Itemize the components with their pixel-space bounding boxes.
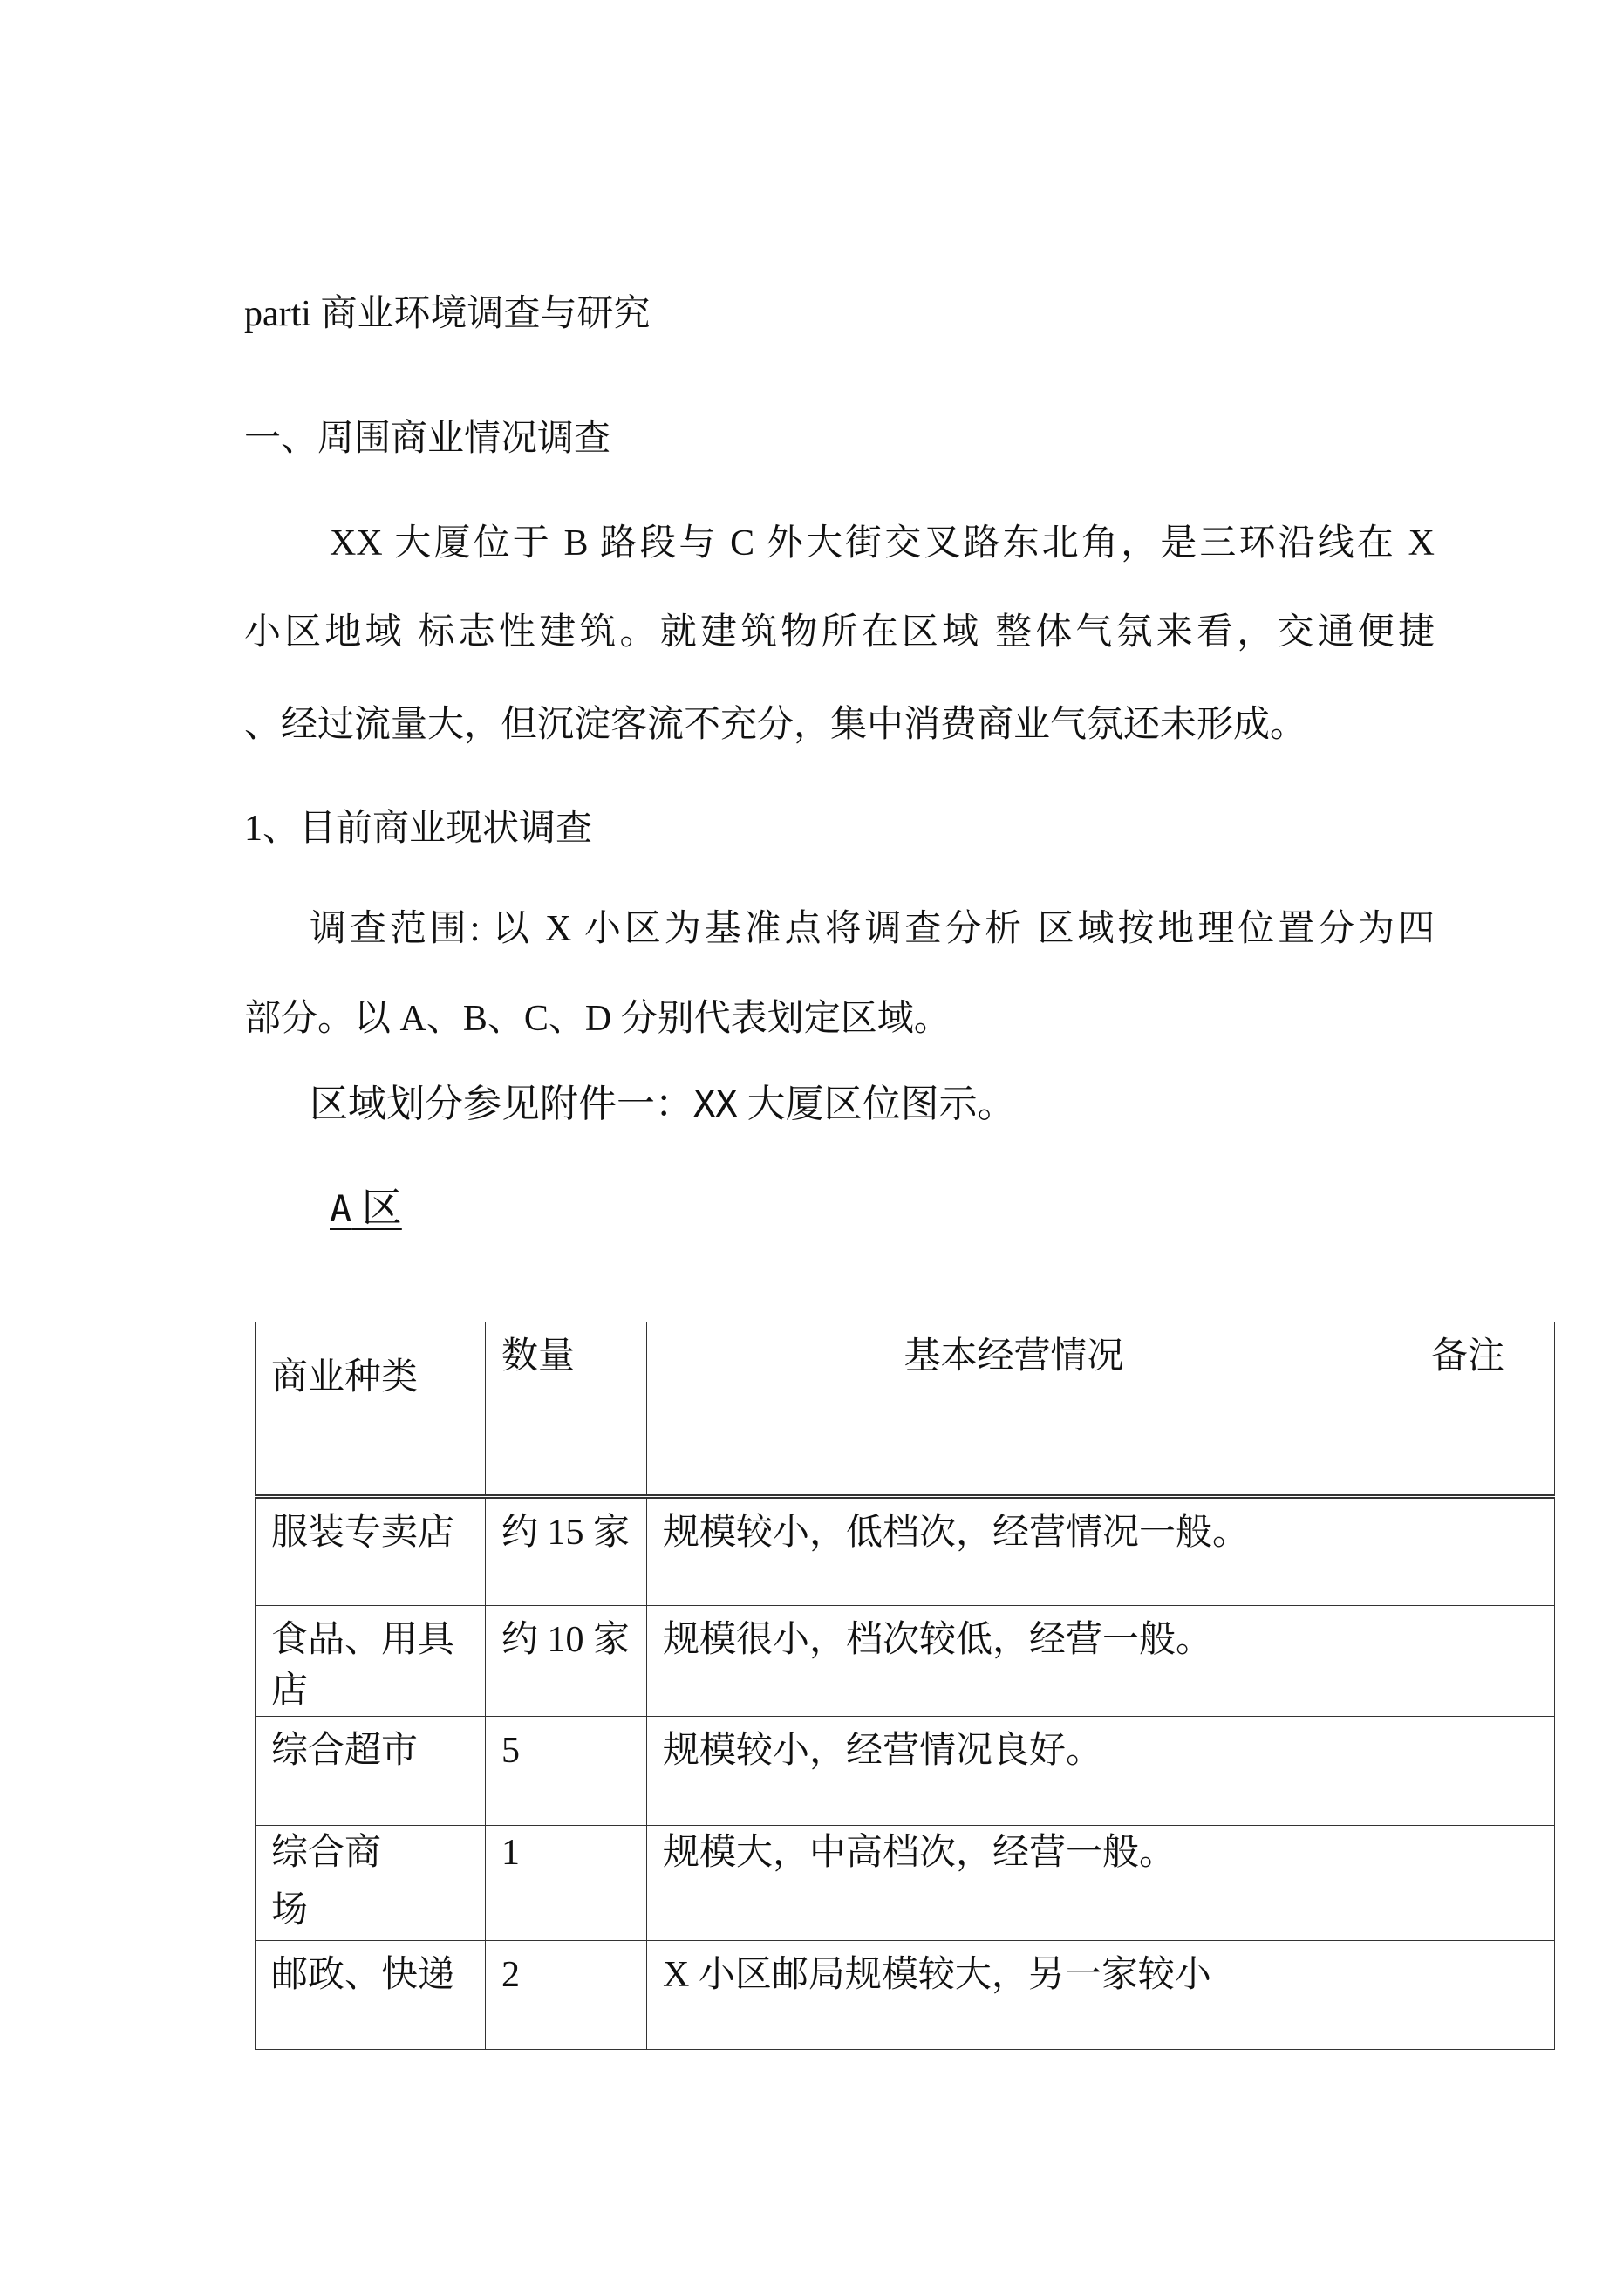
cell-count: 5	[486, 1717, 647, 1826]
cell-note	[1381, 1606, 1555, 1717]
cell-type: 服装专卖店	[256, 1497, 486, 1606]
zone-a-title	[330, 1184, 402, 1233]
scope-paragraph-line-2: 部分。以 A、B、C、D 分别代表划定区域。	[244, 999, 951, 1039]
subsection-heading: 1、目前商业现状调查	[244, 809, 593, 849]
cell-type: 场	[256, 1883, 486, 1941]
reference-prefix: 区域划分参见	[310, 1083, 540, 1125]
table-row	[256, 1606, 1555, 1717]
cell-status: 规模较小，经营情况良好。	[647, 1717, 1381, 1826]
table-row	[256, 1941, 1555, 2050]
intro-paragraph-line-3: 、经过流量大，但沉淀客流不充分，集中消费商业气氛还未形成。	[244, 705, 1307, 745]
section-heading: 一、周围商业情况调查	[244, 419, 611, 459]
reference-tail: 大厦区位图示。	[737, 1083, 1016, 1125]
cell-type: 食品、用具店	[256, 1606, 486, 1717]
cell-count: 约 10 家	[486, 1606, 647, 1717]
cell-count: 约 15 家	[486, 1497, 647, 1606]
table-row	[256, 1497, 1555, 1606]
cell-note	[1381, 1883, 1555, 1941]
reference-line	[310, 1082, 1016, 1127]
document-title: parti 商业环境调查与研究	[244, 294, 651, 334]
cell-status: X 小区邮局规模较大，另一家较小	[647, 1941, 1381, 2050]
reference-code: XX	[693, 1083, 738, 1125]
cell-status: 规模很小，档次较低，经营一般。	[647, 1606, 1381, 1717]
cell-type: 邮政、快递	[256, 1941, 486, 2050]
intro-paragraph-line-2: 小区地域 标志性建筑。就建筑物所在区域 整体气氛来看，交通便捷	[244, 612, 1435, 653]
cell-note	[1381, 1717, 1555, 1826]
cell-status: 规模较小，低档次，经营情况一般。	[647, 1497, 1381, 1606]
table-row	[256, 1826, 1555, 1883]
table-row	[256, 1883, 1555, 1941]
table-row	[256, 1717, 1555, 1826]
header-status: 基本经营情况	[647, 1322, 1381, 1497]
cell-type: 综合超市	[256, 1717, 486, 1826]
cell-count: 1	[486, 1826, 647, 1883]
cell-status: 规模大，中高档次，经营一般。	[647, 1826, 1381, 1883]
cell-note	[1381, 1941, 1555, 2050]
table-header-row	[256, 1322, 1555, 1497]
cell-note	[1381, 1497, 1555, 1606]
cell-type: 综合商	[256, 1826, 486, 1883]
header-count: 数量	[486, 1322, 647, 1497]
header-note: 备注	[1381, 1322, 1555, 1497]
intro-paragraph-line-1: XX 大厦位于 B 路段与 C 外大街交叉路东北角，是三环沿线在 X	[330, 523, 1435, 564]
business-table	[255, 1322, 1555, 2050]
cell-count	[486, 1883, 647, 1941]
cell-count: 2	[486, 1941, 647, 2050]
cell-note	[1381, 1826, 1555, 1883]
reference-suffix: 附件一：	[540, 1083, 693, 1125]
scope-paragraph-line-1: 调查范围: 以 X 小区为基准点将调查分析 区域按地理位置分为四	[310, 909, 1435, 949]
cell-status	[647, 1883, 1381, 1941]
zone-a-suffix: 区	[351, 1186, 402, 1230]
zone-a-letter: A	[330, 1187, 352, 1230]
header-business-type: 商业种类	[256, 1322, 486, 1497]
